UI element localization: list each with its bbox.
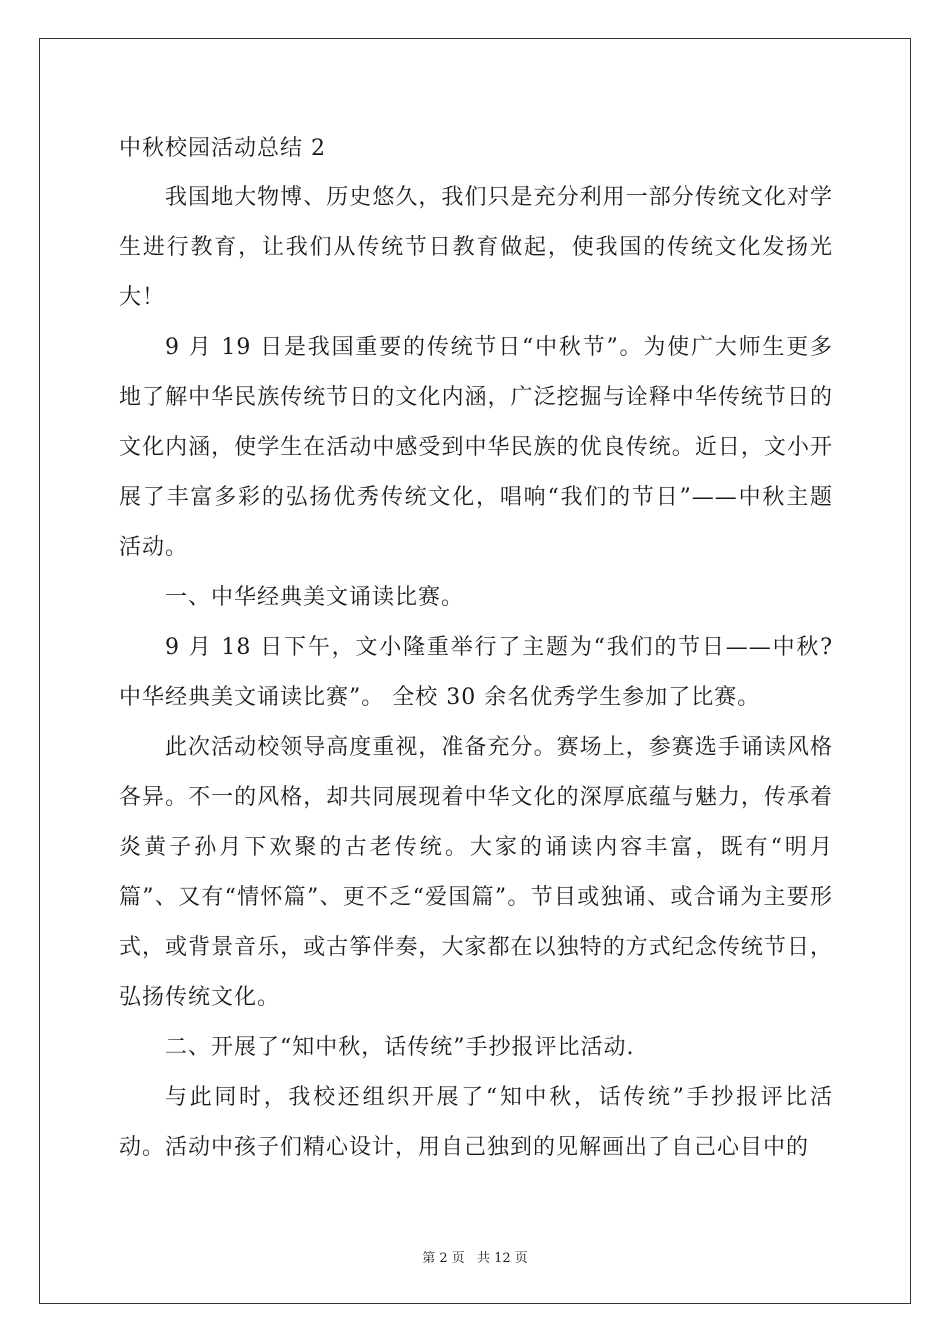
page-footer xyxy=(0,1247,950,1266)
document-body xyxy=(119,125,833,1173)
page-number: 第 2 页 xyxy=(422,1251,465,1266)
document-title: 中秋校园活动总结 2 xyxy=(119,136,326,161)
section-heading-recitation: 一、中华经典美文诵读比赛。 xyxy=(165,585,465,610)
paragraph-intro: 我国地大物博、历史悠久，我们只是充分利用一部分传统文化对学生进行教育，让我们从传统节日教育做起，使我国的传统文化发扬光大！ xyxy=(119,185,833,310)
page-total: 共 12 页 xyxy=(476,1251,528,1266)
section-heading-newspaper: 二、开展了“知中秋，话传统”手抄报评比活动. xyxy=(165,1035,635,1060)
paragraph-recitation-details: 此次活动校领导高度重视，准备充分。赛场上，参赛选手诵读风格各异。不一的风格，却共同展现着中华文化的深厚底蕴与魅力，传承着炎黄子孙月下欢聚的古老传统。大家的诵读内容丰富，既有“明月篇”、又有“情怀篇”、更不乏“爱国篇”。节目或独诵、或合诵为主要形式，或背景音乐，或古筝伴奏，大家都在以独特的方式纪念传统节日，弘扬传统文化。 xyxy=(119,735,833,1010)
paragraph-recitation-event: 9 月 18 日下午，文小隆重举行了主题为“我们的节日——中秋?中华经典美文诵读比赛”。 全校 30 余名优秀学生参加了比赛。 xyxy=(119,635,833,710)
paragraph-mid-autumn: 9 月 19 日是我国重要的传统节日“中秋节”。为使广大师生更多地了解中华民族传统节日的文化内涵，广泛挖掘与诠释中华传统节日的文化内涵，使学生在活动中感受到中华民族的优良传统。近日，文小开展了丰富多彩的弘扬优秀传统文化，唱响“我们的节日”——中秋主题活动。 xyxy=(119,335,833,560)
paragraph-newspaper: 与此同时，我校还组织开展了“知中秋，话传统”手抄报评比活动。活动中孩子们精心设计，用自己独到的见解画出了自己心目中的 xyxy=(119,1085,833,1160)
